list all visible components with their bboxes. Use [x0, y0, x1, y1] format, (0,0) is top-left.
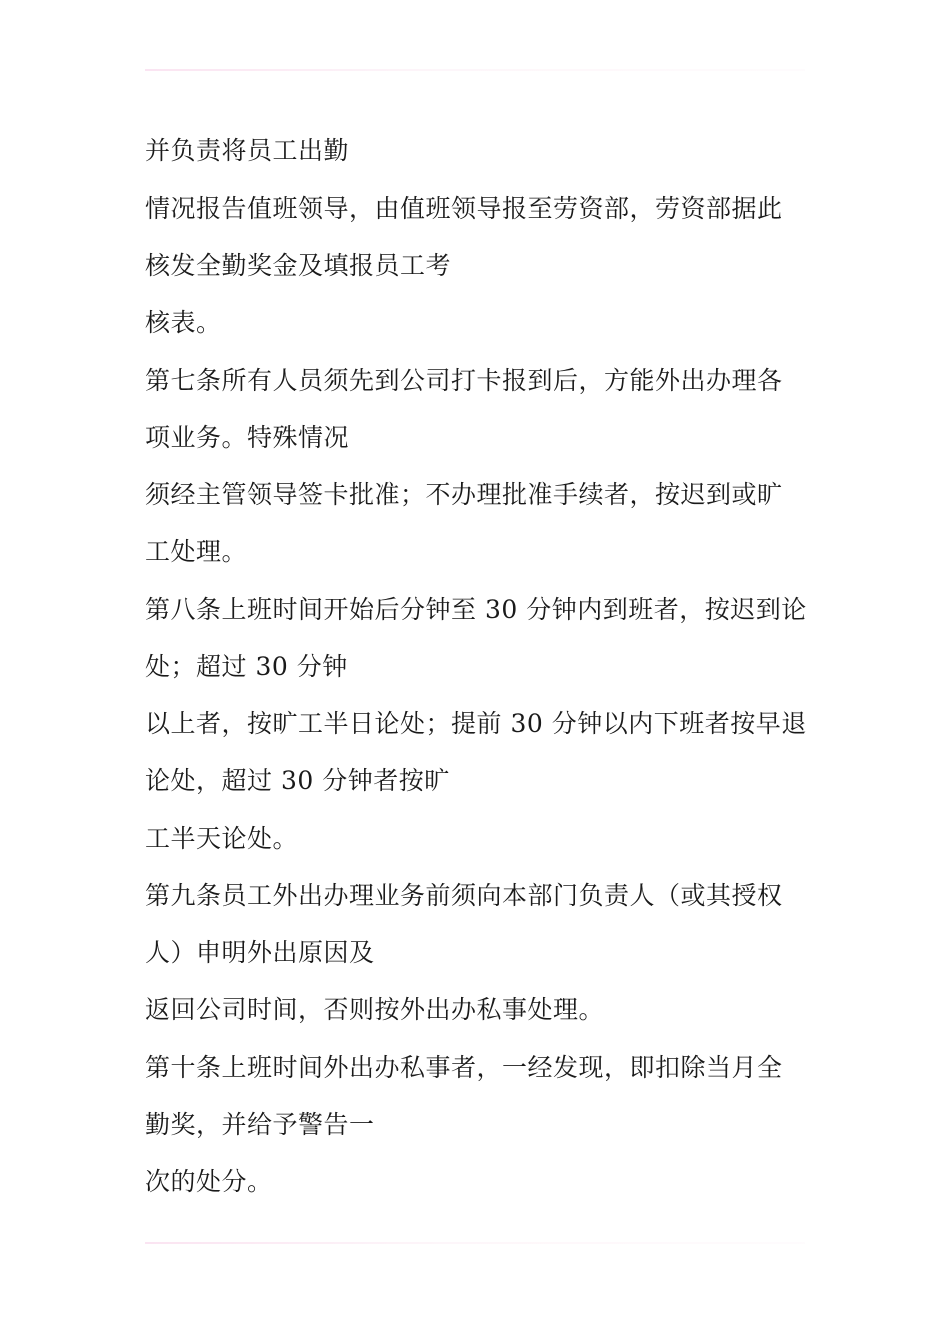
text-line: 第十条上班时间外出办私事者，一经发现，即扣除当月全 — [145, 1053, 783, 1082]
text-line: 次的处分。 — [145, 1167, 273, 1196]
text-line: 第七条所有人员须先到公司打卡报到后，方能外出办理各 — [145, 366, 783, 395]
text-line: 勤奖，并给予警告一 — [145, 1110, 375, 1139]
text-line: 须经主管领导签卡批准；不办理批准手续者，按迟到或旷 — [145, 480, 783, 509]
text-line: 第九条员工外出办理业务前须向本部门负责人（或其授权 — [145, 881, 783, 910]
text-line: 核发全勤奖金及填报员工考 — [145, 251, 452, 280]
text-line: 情况报告值班领导，由值班领导报至劳资部，劳资部据此 — [145, 194, 783, 223]
text-line: 并负责将员工出勤 — [145, 136, 350, 165]
text-line: 以上者，按旷工半日论处；提前 30 分钟以内下班者按早退 — [145, 709, 807, 738]
text-line: 处；超过 30 分钟 — [145, 652, 348, 681]
text-line: 人）申明外出原因及 — [145, 938, 375, 967]
text-line: 工半天论处。 — [145, 824, 299, 853]
text-line: 项业务。特殊情况 — [145, 423, 350, 452]
header-rule — [145, 69, 805, 71]
text-line: 返回公司时间，否则按外出办私事处理。 — [145, 995, 605, 1024]
text-line: 核表。 — [145, 308, 222, 337]
text-line: 论处，超过 30 分钟者按旷 — [145, 766, 450, 795]
text-line: 工处理。 — [145, 537, 248, 566]
text-line: 第八条上班时间开始后分钟至 30 分钟内到班者，按迟到论 — [145, 595, 807, 624]
footer-rule — [145, 1242, 805, 1244]
